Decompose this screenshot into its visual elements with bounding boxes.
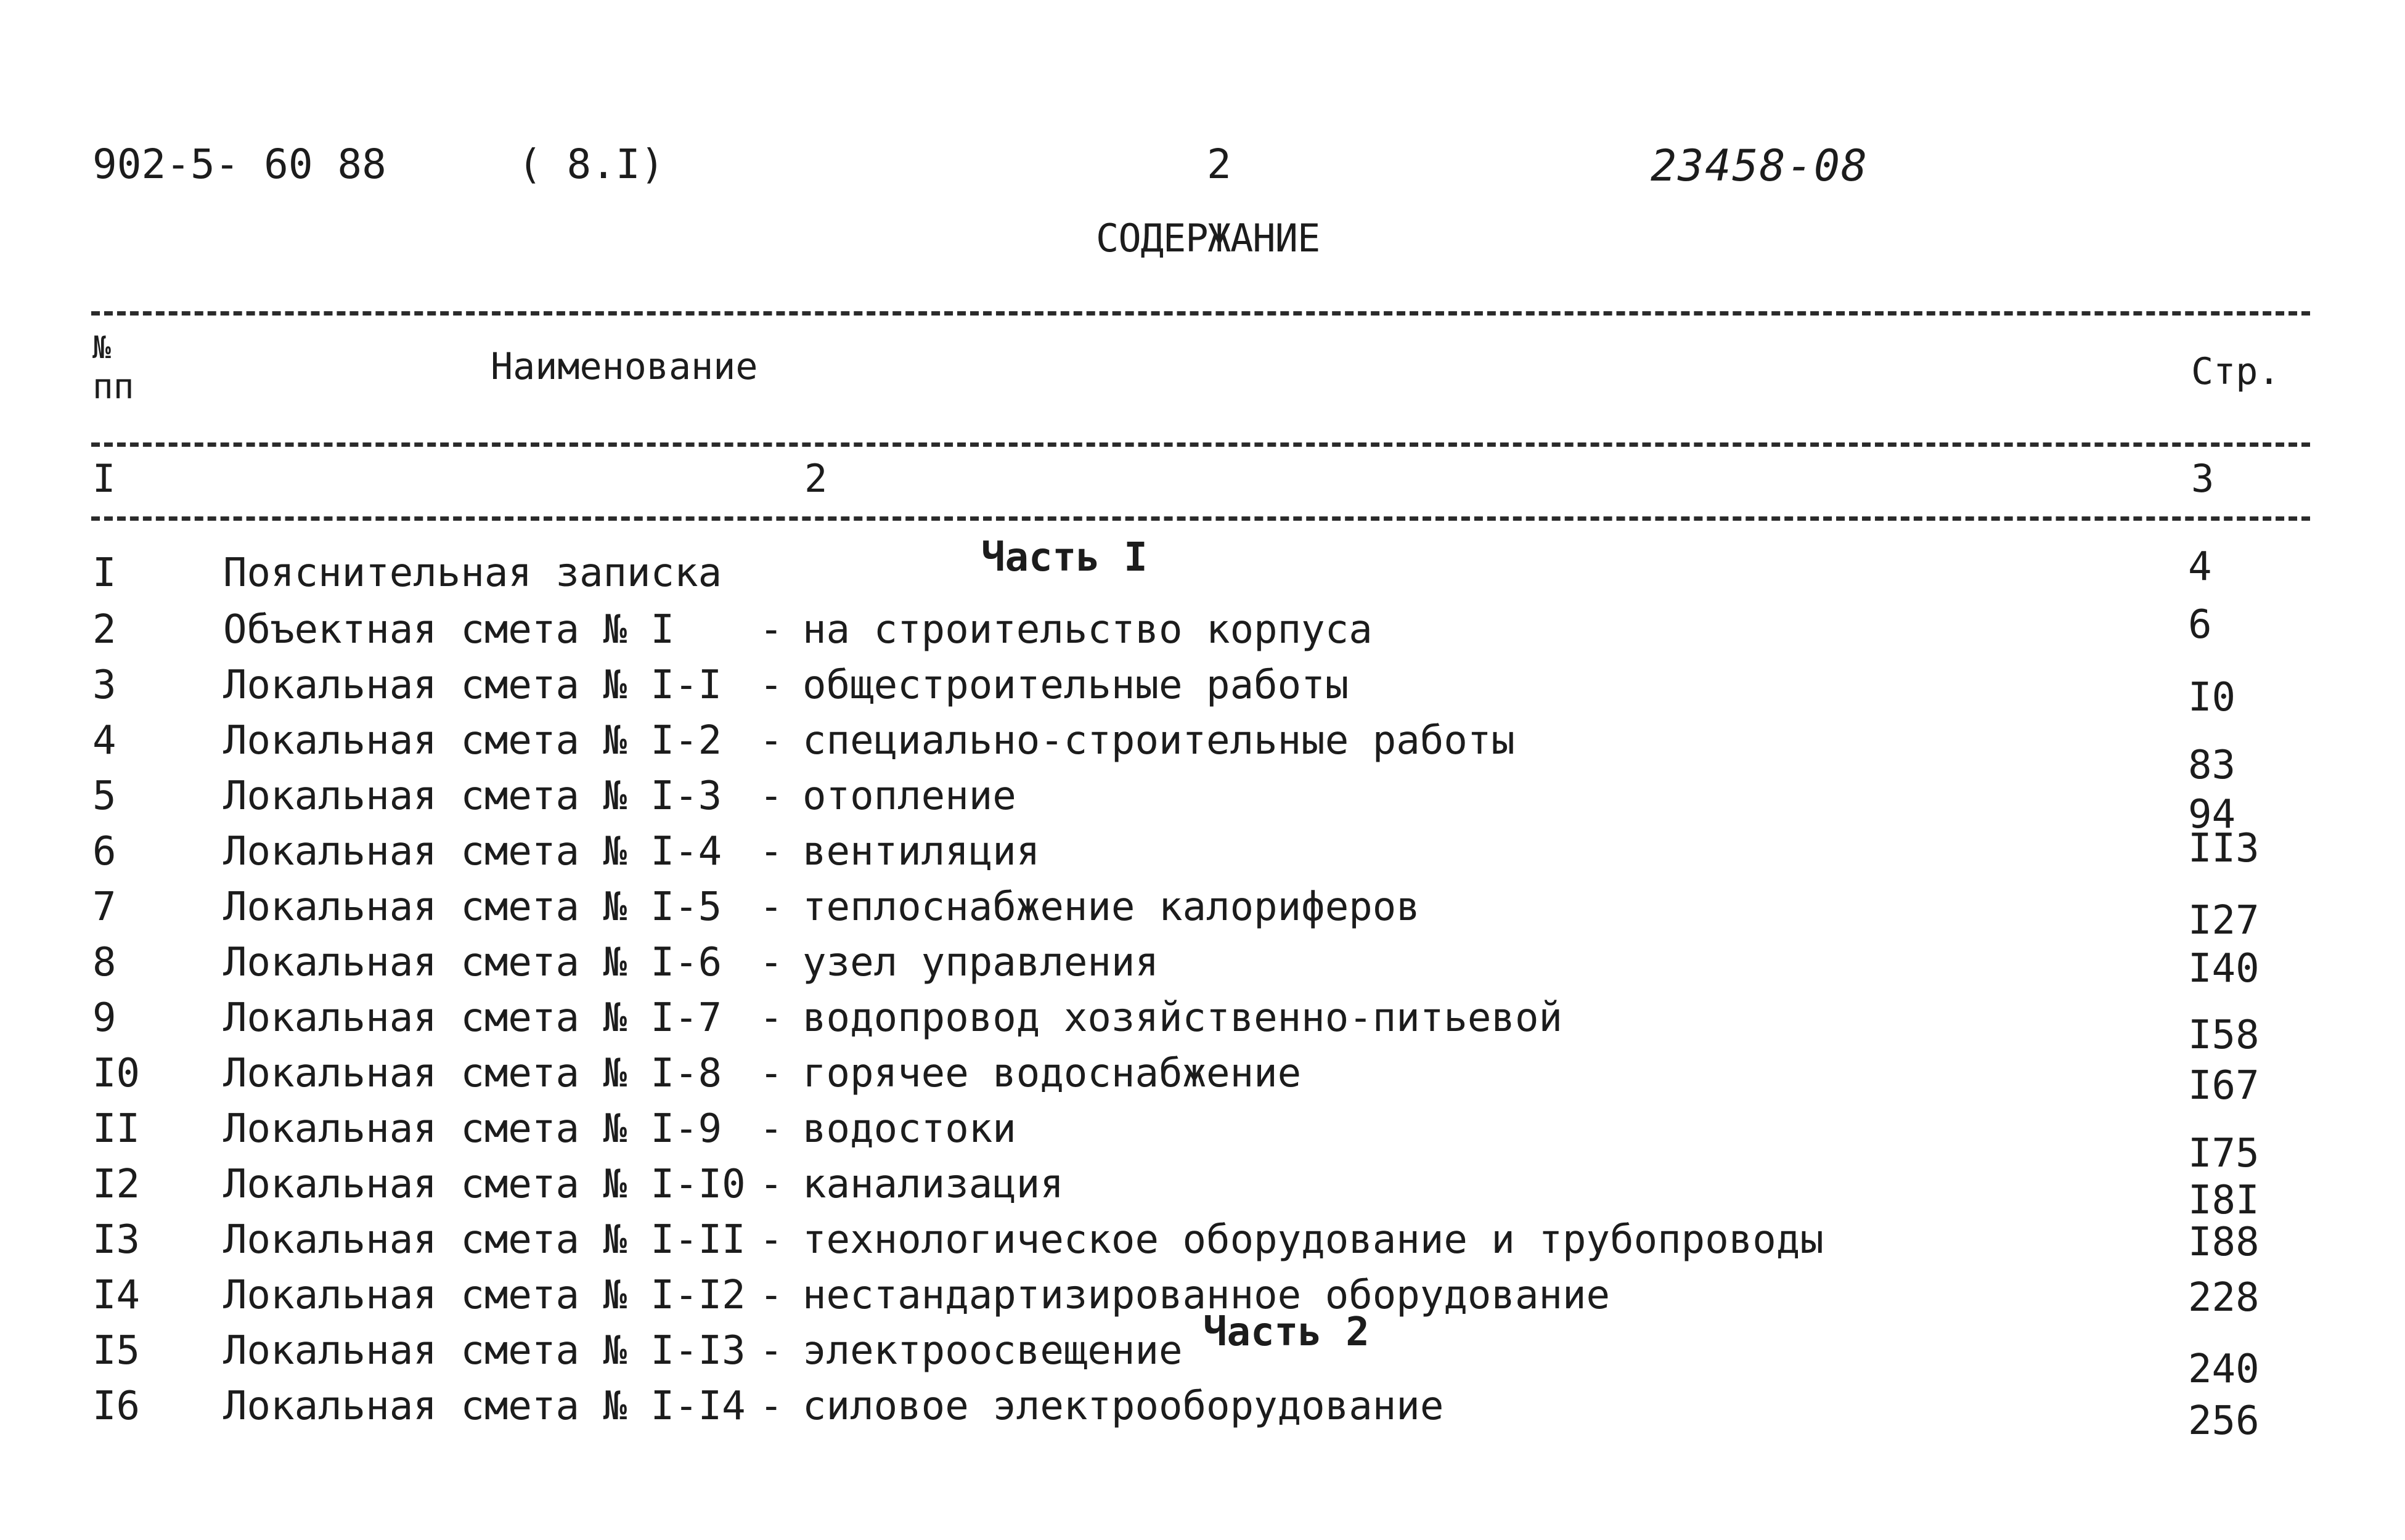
row-number: I4 bbox=[92, 1273, 141, 1318]
row-dash: - bbox=[759, 995, 783, 1041]
row-description: горячее водоснабжение bbox=[802, 1051, 1302, 1096]
num-column-label-1: № bbox=[92, 330, 112, 365]
row-page: 228 bbox=[2188, 1275, 2260, 1321]
section-code: ( 8.I) bbox=[518, 141, 665, 188]
name-column-label: Наименование bbox=[491, 345, 758, 388]
table-row bbox=[0, 940, 2405, 995]
row-name: Локальная смета № I-I0 bbox=[223, 1162, 746, 1207]
row-dash: - bbox=[759, 1106, 783, 1152]
row-page: I8I bbox=[2188, 1178, 2260, 1223]
row-name: Локальная смета № I-9 bbox=[223, 1106, 722, 1152]
row-description: узел управления bbox=[802, 940, 1159, 985]
row-dash: - bbox=[759, 940, 783, 985]
row-name: Локальная смета № I-I2 bbox=[223, 1273, 746, 1318]
row-description: водостоки bbox=[802, 1106, 1016, 1152]
row-dash: - bbox=[759, 1051, 783, 1096]
row-number: 6 bbox=[92, 829, 116, 874]
table-row bbox=[0, 995, 2405, 1058]
header-rule bbox=[91, 442, 2310, 447]
row-dash: - bbox=[759, 884, 783, 930]
row-number: II bbox=[92, 1106, 141, 1152]
row-name: Локальная смета № I-I3 bbox=[223, 1328, 746, 1374]
row-page: I40 bbox=[2188, 946, 2260, 992]
row-number: I6 bbox=[92, 1383, 141, 1429]
document-code: 902-5- 60 88 bbox=[92, 141, 386, 188]
table-row bbox=[0, 1162, 2405, 1223]
row-name: Локальная смета № I-7 bbox=[223, 995, 722, 1041]
row-number: 7 bbox=[92, 884, 116, 930]
row-description: электроосвещение bbox=[802, 1328, 1183, 1374]
table-row bbox=[0, 1106, 2405, 1176]
row-dash: - bbox=[759, 773, 783, 819]
row-description: нестандартизированное оборудование bbox=[802, 1273, 1611, 1318]
row-name: Пояснительная записка bbox=[223, 550, 722, 596]
part-label-1: Часть I bbox=[981, 535, 1148, 581]
row-dash: - bbox=[759, 1162, 783, 1207]
table-row bbox=[0, 1328, 2405, 1392]
row-dash: - bbox=[759, 1273, 783, 1318]
row-dash: - bbox=[759, 829, 783, 874]
row-dash: - bbox=[759, 718, 783, 764]
row-page: I27 bbox=[2188, 898, 2260, 943]
table-row bbox=[0, 718, 2405, 788]
page-title: СОДЕРЖАНИЕ bbox=[1096, 216, 1320, 261]
handwritten-code: 23458-08 bbox=[1651, 141, 1869, 191]
part-label-2: Часть 2 bbox=[1203, 1310, 1370, 1355]
row-dash: - bbox=[759, 1217, 783, 1263]
row-page: II3 bbox=[2188, 826, 2260, 871]
row-page: 256 bbox=[2188, 1398, 2260, 1444]
table-row bbox=[0, 602, 2405, 662]
row-name: Локальная смета № I-8 bbox=[223, 1051, 722, 1096]
table-row bbox=[0, 1273, 2405, 1328]
row-name: Объектная смета № I bbox=[223, 607, 675, 653]
row-description: силовое электрооборудование bbox=[802, 1383, 1444, 1429]
page-number: 2 bbox=[1207, 141, 1231, 188]
num-column-label-2: пп bbox=[92, 367, 134, 407]
table-row bbox=[0, 1051, 2405, 1109]
row-name: Локальная смета № I-4 bbox=[223, 829, 722, 874]
row-page: I58 bbox=[2188, 1012, 2260, 1058]
row-page: 94 bbox=[2188, 792, 2236, 837]
row-number: 3 bbox=[92, 662, 116, 708]
table-row bbox=[0, 1383, 2405, 1444]
row-page: I67 bbox=[2188, 1063, 2260, 1109]
column-number-2: 2 bbox=[804, 456, 828, 501]
row-name: Локальная смета № I-2 bbox=[223, 718, 722, 764]
row-page: 83 bbox=[2188, 743, 2236, 788]
top-rule bbox=[91, 311, 2310, 316]
row-number: I3 bbox=[92, 1217, 141, 1263]
row-number: I bbox=[92, 550, 116, 596]
page-column-label: Стр. bbox=[2191, 350, 2280, 393]
table-row bbox=[0, 773, 2405, 837]
row-description: на строительство корпуса bbox=[802, 607, 1373, 653]
row-name: Локальная смета № I-I4 bbox=[223, 1383, 746, 1429]
row-number: I0 bbox=[92, 1051, 141, 1096]
row-number: 2 bbox=[92, 607, 116, 653]
row-number: 5 bbox=[92, 773, 116, 819]
row-description: канализация bbox=[802, 1162, 1064, 1207]
row-dash: - bbox=[759, 1328, 783, 1374]
table-row bbox=[0, 826, 2405, 884]
row-description: специально-строительные работы bbox=[802, 718, 1515, 764]
row-description: водопровод хозяйственно-питьевой bbox=[802, 995, 1562, 1041]
row-description: общестроительные работы bbox=[802, 662, 1349, 708]
row-name: Локальная смета № I-3 bbox=[223, 773, 722, 819]
row-name: Локальная смета № I-I bbox=[223, 662, 722, 708]
row-dash: - bbox=[759, 1383, 783, 1429]
row-number: 8 bbox=[92, 940, 116, 985]
row-description: вентиляция bbox=[802, 829, 1040, 874]
row-page: I75 bbox=[2188, 1131, 2260, 1176]
column-number-1: I bbox=[92, 456, 116, 501]
table-row bbox=[0, 884, 2405, 943]
row-description: отопление bbox=[802, 773, 1016, 819]
column-number-3: 3 bbox=[2191, 456, 2215, 501]
table-row bbox=[0, 662, 2405, 718]
row-name: Локальная смета № I-II bbox=[223, 1217, 746, 1263]
row-name: Локальная смета № I-5 bbox=[223, 884, 722, 930]
row-name: Локальная смета № I-6 bbox=[223, 940, 722, 985]
row-description: технологическое оборудование и трубопроводы bbox=[802, 1217, 1824, 1263]
row-description: теплоснабжение калориферов bbox=[802, 884, 1420, 930]
table-row bbox=[0, 544, 2405, 606]
row-page: 4 bbox=[2188, 544, 2212, 590]
row-page: I0 bbox=[2188, 675, 2236, 720]
row-page: 6 bbox=[2188, 602, 2212, 648]
row-number: I5 bbox=[92, 1328, 141, 1374]
row-page: 240 bbox=[2188, 1346, 2260, 1392]
column-number-rule bbox=[91, 516, 2310, 521]
row-number: 4 bbox=[92, 718, 116, 764]
row-number: I2 bbox=[92, 1162, 141, 1207]
table-row bbox=[0, 1217, 2405, 1273]
row-dash: - bbox=[759, 607, 783, 653]
row-page: I88 bbox=[2188, 1220, 2260, 1265]
row-dash: - bbox=[759, 662, 783, 708]
row-number: 9 bbox=[92, 995, 116, 1041]
